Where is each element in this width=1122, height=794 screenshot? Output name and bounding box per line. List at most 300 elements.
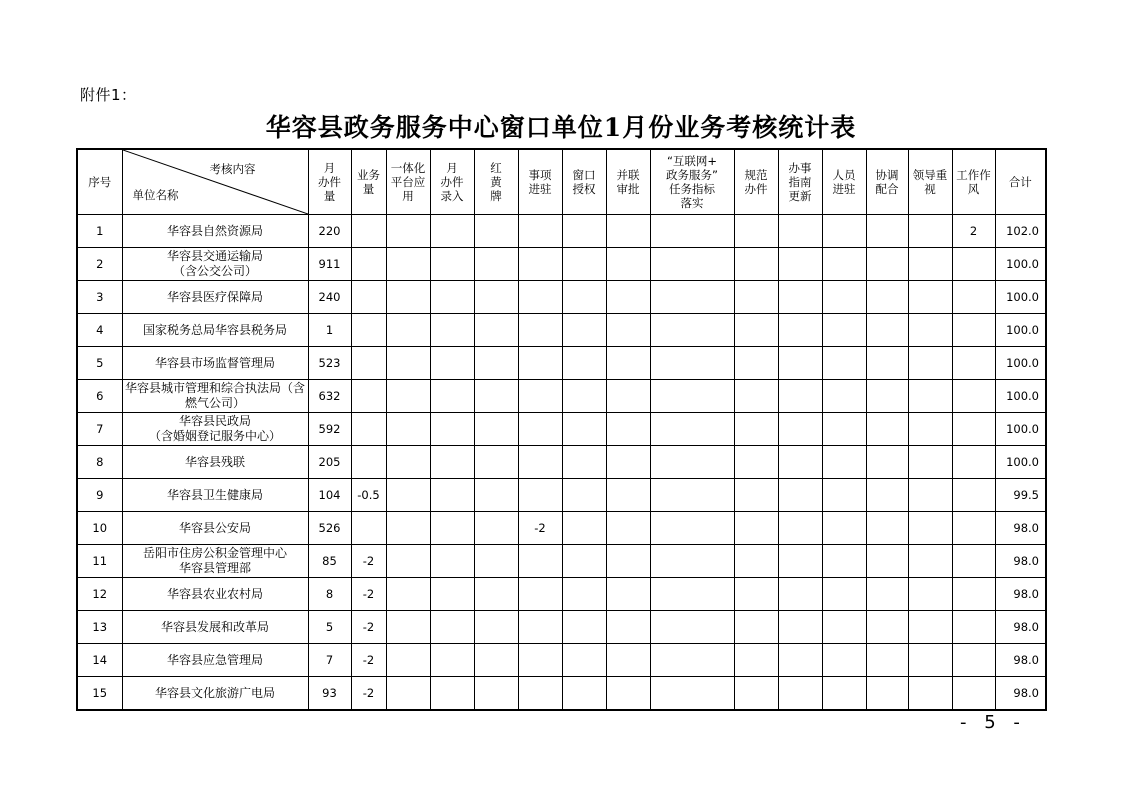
table-row bbox=[77, 347, 1046, 380]
row-score-cell bbox=[386, 545, 430, 578]
row-score-cell bbox=[430, 314, 474, 347]
row-score-cell bbox=[866, 413, 908, 446]
row-score-cell bbox=[518, 611, 562, 644]
row-score-cell bbox=[952, 512, 995, 545]
row-score-cell bbox=[866, 347, 908, 380]
table-row bbox=[77, 281, 1046, 314]
row-score-cell bbox=[430, 347, 474, 380]
table-row bbox=[77, 413, 1046, 446]
row-score-cell bbox=[866, 479, 908, 512]
row-total: 102.0 bbox=[995, 215, 1046, 248]
row-score-cell bbox=[866, 644, 908, 677]
table-header bbox=[77, 149, 1046, 215]
row-score-cell bbox=[386, 248, 430, 281]
row-serial: 11 bbox=[77, 545, 122, 578]
row-score-cell bbox=[474, 644, 518, 677]
row-total: 98.0 bbox=[995, 512, 1046, 545]
row-score-cell bbox=[562, 314, 606, 347]
row-score-cell bbox=[908, 545, 952, 578]
row-score-cell bbox=[866, 677, 908, 711]
header-unit-name: 单位名称 bbox=[132, 188, 179, 202]
row-score-cell bbox=[562, 446, 606, 479]
row-score-cell bbox=[908, 479, 952, 512]
row-score-cell bbox=[518, 413, 562, 446]
row-serial: 13 bbox=[77, 611, 122, 644]
row-total: 100.0 bbox=[995, 446, 1046, 479]
row-score-cell bbox=[606, 611, 650, 644]
row-unit-name: 华容县自然资源局 bbox=[122, 215, 308, 248]
row-score-cell bbox=[606, 281, 650, 314]
row-score-cell bbox=[908, 677, 952, 711]
row-score-cell: 1 bbox=[308, 314, 351, 347]
row-score-cell bbox=[822, 380, 866, 413]
row-score-cell bbox=[351, 215, 386, 248]
header-column: 协调 配合 bbox=[866, 149, 908, 215]
row-score-cell bbox=[952, 545, 995, 578]
row-score-cell: 104 bbox=[308, 479, 351, 512]
row-score-cell bbox=[386, 314, 430, 347]
row-score-cell bbox=[650, 545, 734, 578]
row-score-cell bbox=[650, 446, 734, 479]
row-total: 98.0 bbox=[995, 644, 1046, 677]
row-unit-name: 华容县发展和改革局 bbox=[122, 611, 308, 644]
table-row bbox=[77, 314, 1046, 347]
row-score-cell bbox=[908, 644, 952, 677]
row-score-cell bbox=[386, 677, 430, 711]
row-score-cell bbox=[606, 347, 650, 380]
row-total: 98.0 bbox=[995, 545, 1046, 578]
header-column: “互联网+ 政务服务” 任务指标 落实 bbox=[650, 149, 734, 215]
row-total: 100.0 bbox=[995, 314, 1046, 347]
row-score-cell bbox=[778, 281, 822, 314]
row-score-cell bbox=[606, 215, 650, 248]
row-unit-name: 华容县市场监督管理局 bbox=[122, 347, 308, 380]
row-unit-name: 华容县公安局 bbox=[122, 512, 308, 545]
row-score-cell bbox=[650, 578, 734, 611]
diagonal-line bbox=[123, 150, 308, 214]
row-score-cell bbox=[562, 347, 606, 380]
row-score-cell bbox=[822, 644, 866, 677]
row-score-cell bbox=[778, 380, 822, 413]
row-score-cell bbox=[518, 644, 562, 677]
row-score-cell bbox=[351, 248, 386, 281]
row-score-cell bbox=[430, 512, 474, 545]
row-score-cell bbox=[562, 677, 606, 711]
row-total: 99.5 bbox=[995, 479, 1046, 512]
row-score-cell bbox=[518, 677, 562, 711]
row-serial: 2 bbox=[77, 248, 122, 281]
row-unit-name: 华容县交通运输局 （含公交公司） bbox=[122, 248, 308, 281]
row-score-cell bbox=[562, 578, 606, 611]
row-score-cell bbox=[474, 281, 518, 314]
row-score-cell bbox=[351, 281, 386, 314]
row-score-cell bbox=[562, 413, 606, 446]
row-total: 100.0 bbox=[995, 248, 1046, 281]
header-assessment-content: 考核内容 bbox=[209, 162, 256, 176]
row-score-cell bbox=[606, 479, 650, 512]
header-column: 领导重 视 bbox=[908, 149, 952, 215]
row-score-cell bbox=[474, 314, 518, 347]
row-score-cell: 526 bbox=[308, 512, 351, 545]
row-score-cell bbox=[386, 413, 430, 446]
row-unit-name: 岳阳市住房公积金管理中心 华容县管理部 bbox=[122, 545, 308, 578]
row-score-cell bbox=[562, 611, 606, 644]
row-score-cell bbox=[778, 611, 822, 644]
row-unit-name: 华容县民政局 （含婚姻登记服务中心） bbox=[122, 413, 308, 446]
row-score-cell bbox=[908, 578, 952, 611]
row-score-cell bbox=[518, 380, 562, 413]
row-score-cell bbox=[562, 644, 606, 677]
row-score-cell: 205 bbox=[308, 446, 351, 479]
row-score-cell bbox=[386, 281, 430, 314]
row-score-cell: -0.5 bbox=[351, 479, 386, 512]
row-score-cell bbox=[386, 347, 430, 380]
row-score-cell bbox=[952, 314, 995, 347]
row-score-cell: -2 bbox=[351, 611, 386, 644]
row-score-cell bbox=[386, 512, 430, 545]
row-score-cell: 240 bbox=[308, 281, 351, 314]
row-score-cell bbox=[908, 248, 952, 281]
row-total: 98.0 bbox=[995, 578, 1046, 611]
row-score-cell bbox=[474, 611, 518, 644]
table-row bbox=[77, 545, 1046, 578]
row-score-cell bbox=[866, 611, 908, 644]
table-row bbox=[77, 578, 1046, 611]
row-score-cell bbox=[822, 611, 866, 644]
row-score-cell bbox=[734, 413, 778, 446]
row-score-cell bbox=[866, 314, 908, 347]
row-score-cell bbox=[474, 545, 518, 578]
row-score-cell bbox=[908, 281, 952, 314]
row-score-cell: 7 bbox=[308, 644, 351, 677]
row-score-cell bbox=[734, 380, 778, 413]
row-score-cell bbox=[518, 446, 562, 479]
table-row bbox=[77, 248, 1046, 281]
row-score-cell bbox=[952, 644, 995, 677]
row-score-cell bbox=[562, 248, 606, 281]
row-score-cell bbox=[606, 512, 650, 545]
row-score-cell bbox=[866, 380, 908, 413]
row-score-cell bbox=[952, 281, 995, 314]
row-score-cell bbox=[734, 512, 778, 545]
row-score-cell bbox=[430, 479, 474, 512]
row-score-cell bbox=[386, 578, 430, 611]
row-score-cell bbox=[952, 611, 995, 644]
row-score-cell bbox=[562, 479, 606, 512]
row-score-cell bbox=[518, 314, 562, 347]
row-score-cell bbox=[518, 479, 562, 512]
row-score-cell bbox=[351, 446, 386, 479]
header-column: 规范 办件 bbox=[734, 149, 778, 215]
row-score-cell bbox=[606, 677, 650, 711]
row-score-cell bbox=[351, 413, 386, 446]
row-score-cell bbox=[734, 578, 778, 611]
row-total: 100.0 bbox=[995, 281, 1046, 314]
annex-label: 附件1： bbox=[80, 86, 137, 104]
row-score-cell bbox=[778, 578, 822, 611]
header-column: 窗口 授权 bbox=[562, 149, 606, 215]
row-unit-name: 华容县农业农村局 bbox=[122, 578, 308, 611]
row-total: 98.0 bbox=[995, 611, 1046, 644]
row-score-cell bbox=[778, 248, 822, 281]
row-score-cell bbox=[908, 215, 952, 248]
row-score-cell bbox=[822, 413, 866, 446]
row-score-cell bbox=[778, 413, 822, 446]
row-serial: 14 bbox=[77, 644, 122, 677]
row-score-cell bbox=[562, 512, 606, 545]
row-serial: 1 bbox=[77, 215, 122, 248]
header-column: 合计 bbox=[995, 149, 1046, 215]
row-score-cell bbox=[908, 380, 952, 413]
row-unit-name: 国家税务总局华容县税务局 bbox=[122, 314, 308, 347]
row-score-cell bbox=[430, 215, 474, 248]
row-score-cell bbox=[866, 215, 908, 248]
row-score-cell bbox=[474, 215, 518, 248]
row-score-cell bbox=[952, 248, 995, 281]
row-score-cell bbox=[474, 512, 518, 545]
row-score-cell bbox=[650, 677, 734, 711]
row-score-cell bbox=[822, 446, 866, 479]
row-score-cell bbox=[734, 479, 778, 512]
row-score-cell bbox=[734, 644, 778, 677]
row-unit-name: 华容县应急管理局 bbox=[122, 644, 308, 677]
row-score-cell bbox=[822, 578, 866, 611]
row-serial: 4 bbox=[77, 314, 122, 347]
row-score-cell: 592 bbox=[308, 413, 351, 446]
row-score-cell bbox=[562, 281, 606, 314]
row-score-cell bbox=[778, 347, 822, 380]
row-unit-name: 华容县卫生健康局 bbox=[122, 479, 308, 512]
header-column: 办事 指南 更新 bbox=[778, 149, 822, 215]
row-score-cell bbox=[430, 644, 474, 677]
row-score-cell bbox=[952, 413, 995, 446]
row-score-cell bbox=[952, 380, 995, 413]
row-score-cell bbox=[518, 281, 562, 314]
table-row bbox=[77, 611, 1046, 644]
row-score-cell bbox=[430, 413, 474, 446]
row-score-cell bbox=[822, 281, 866, 314]
row-score-cell bbox=[866, 578, 908, 611]
row-score-cell bbox=[734, 248, 778, 281]
row-score-cell bbox=[908, 413, 952, 446]
row-serial: 15 bbox=[77, 677, 122, 711]
table-body bbox=[77, 215, 1046, 711]
row-score-cell bbox=[908, 512, 952, 545]
table-row bbox=[77, 644, 1046, 677]
row-score-cell bbox=[952, 347, 995, 380]
row-score-cell bbox=[650, 611, 734, 644]
row-score-cell: -2 bbox=[518, 512, 562, 545]
row-score-cell: 8 bbox=[308, 578, 351, 611]
row-score-cell bbox=[822, 545, 866, 578]
row-score-cell bbox=[822, 215, 866, 248]
row-score-cell bbox=[778, 479, 822, 512]
table-row bbox=[77, 446, 1046, 479]
row-score-cell bbox=[952, 479, 995, 512]
row-score-cell bbox=[430, 446, 474, 479]
row-score-cell bbox=[866, 281, 908, 314]
row-score-cell bbox=[562, 215, 606, 248]
row-score-cell bbox=[650, 413, 734, 446]
row-serial: 7 bbox=[77, 413, 122, 446]
row-score-cell: 5 bbox=[308, 611, 351, 644]
row-score-cell bbox=[606, 380, 650, 413]
header-column: 红 黄 牌 bbox=[474, 149, 518, 215]
row-score-cell bbox=[430, 677, 474, 711]
header-column: 一体化 平台应 用 bbox=[386, 149, 430, 215]
row-score-cell bbox=[606, 314, 650, 347]
row-score-cell bbox=[650, 248, 734, 281]
row-score-cell bbox=[430, 611, 474, 644]
row-score-cell bbox=[778, 545, 822, 578]
table-row bbox=[77, 479, 1046, 512]
row-serial: 8 bbox=[77, 446, 122, 479]
header-serial: 序号 bbox=[77, 149, 122, 215]
row-score-cell bbox=[650, 347, 734, 380]
row-score-cell: 632 bbox=[308, 380, 351, 413]
row-score-cell bbox=[822, 314, 866, 347]
row-serial: 6 bbox=[77, 380, 122, 413]
row-score-cell bbox=[386, 380, 430, 413]
row-score-cell bbox=[386, 611, 430, 644]
row-score-cell bbox=[778, 644, 822, 677]
row-score-cell bbox=[474, 446, 518, 479]
header-row bbox=[77, 149, 1046, 215]
row-score-cell bbox=[908, 314, 952, 347]
row-score-cell: -2 bbox=[351, 644, 386, 677]
row-serial: 9 bbox=[77, 479, 122, 512]
row-serial: 12 bbox=[77, 578, 122, 611]
row-score-cell bbox=[734, 611, 778, 644]
row-score-cell bbox=[351, 347, 386, 380]
row-score-cell bbox=[606, 248, 650, 281]
row-score-cell: -2 bbox=[351, 677, 386, 711]
row-score-cell bbox=[650, 512, 734, 545]
header-column: 工作作 风 bbox=[952, 149, 995, 215]
row-total: 98.0 bbox=[995, 677, 1046, 711]
row-score-cell bbox=[952, 446, 995, 479]
row-score-cell bbox=[822, 512, 866, 545]
row-score-cell bbox=[650, 479, 734, 512]
row-score-cell bbox=[606, 578, 650, 611]
row-score-cell bbox=[734, 281, 778, 314]
row-score-cell bbox=[734, 215, 778, 248]
row-score-cell: 2 bbox=[952, 215, 995, 248]
row-unit-name: 华容县城市管理和综合执法局（含 燃气公司） bbox=[122, 380, 308, 413]
row-score-cell bbox=[778, 512, 822, 545]
row-total: 100.0 bbox=[995, 347, 1046, 380]
row-score-cell: -2 bbox=[351, 545, 386, 578]
row-score-cell bbox=[822, 479, 866, 512]
row-score-cell bbox=[650, 281, 734, 314]
row-score-cell bbox=[778, 314, 822, 347]
row-score-cell bbox=[734, 347, 778, 380]
row-score-cell bbox=[351, 380, 386, 413]
row-score-cell bbox=[430, 545, 474, 578]
row-score-cell bbox=[606, 644, 650, 677]
page-title: 华容县政务服务中心窗口单位1月份业务考核统计表 bbox=[265, 113, 857, 142]
row-score-cell bbox=[606, 413, 650, 446]
row-score-cell bbox=[562, 380, 606, 413]
row-unit-name: 华容县医疗保障局 bbox=[122, 281, 308, 314]
row-score-cell bbox=[474, 380, 518, 413]
row-score-cell bbox=[351, 512, 386, 545]
row-score-cell bbox=[866, 248, 908, 281]
row-score-cell: 220 bbox=[308, 215, 351, 248]
row-score-cell bbox=[386, 215, 430, 248]
header-column: 月 办件 量 bbox=[308, 149, 351, 215]
row-score-cell bbox=[518, 248, 562, 281]
row-score-cell bbox=[734, 677, 778, 711]
row-score-cell bbox=[866, 545, 908, 578]
row-score-cell bbox=[908, 347, 952, 380]
row-score-cell bbox=[474, 413, 518, 446]
row-serial: 3 bbox=[77, 281, 122, 314]
row-total: 100.0 bbox=[995, 413, 1046, 446]
page-number: - 5 - bbox=[960, 712, 1026, 733]
row-serial: 10 bbox=[77, 512, 122, 545]
table-row bbox=[77, 380, 1046, 413]
row-score-cell bbox=[650, 215, 734, 248]
header-column: 人员 进驻 bbox=[822, 149, 866, 215]
row-score-cell: -2 bbox=[351, 578, 386, 611]
row-serial: 5 bbox=[77, 347, 122, 380]
row-score-cell bbox=[866, 446, 908, 479]
row-score-cell bbox=[778, 677, 822, 711]
row-score-cell: 523 bbox=[308, 347, 351, 380]
row-score-cell bbox=[952, 578, 995, 611]
row-unit-name: 华容县文化旅游广电局 bbox=[122, 677, 308, 711]
row-score-cell: 93 bbox=[308, 677, 351, 711]
row-score-cell bbox=[734, 314, 778, 347]
row-score-cell bbox=[734, 446, 778, 479]
row-score-cell bbox=[822, 677, 866, 711]
row-score-cell bbox=[606, 545, 650, 578]
row-score-cell bbox=[778, 446, 822, 479]
row-score-cell: 911 bbox=[308, 248, 351, 281]
row-score-cell bbox=[778, 215, 822, 248]
row-score-cell bbox=[474, 248, 518, 281]
row-score-cell bbox=[650, 314, 734, 347]
row-score-cell: 85 bbox=[308, 545, 351, 578]
row-score-cell bbox=[386, 446, 430, 479]
row-score-cell bbox=[430, 578, 474, 611]
row-unit-name: 华容县残联 bbox=[122, 446, 308, 479]
row-score-cell bbox=[474, 347, 518, 380]
row-score-cell bbox=[386, 644, 430, 677]
header-column: 并联 审批 bbox=[606, 149, 650, 215]
row-score-cell bbox=[351, 314, 386, 347]
table-row bbox=[77, 677, 1046, 711]
row-score-cell bbox=[430, 248, 474, 281]
row-score-cell bbox=[908, 611, 952, 644]
row-score-cell bbox=[518, 215, 562, 248]
row-score-cell bbox=[650, 380, 734, 413]
statistics-table bbox=[76, 148, 1047, 711]
row-total: 100.0 bbox=[995, 380, 1046, 413]
row-score-cell bbox=[562, 545, 606, 578]
row-score-cell bbox=[952, 677, 995, 711]
table-row bbox=[77, 512, 1046, 545]
header-column: 事项 进驻 bbox=[518, 149, 562, 215]
row-score-cell bbox=[822, 248, 866, 281]
row-score-cell bbox=[474, 479, 518, 512]
row-score-cell bbox=[430, 380, 474, 413]
row-score-cell bbox=[518, 347, 562, 380]
row-score-cell bbox=[518, 578, 562, 611]
header-column: 月 办件 录入 bbox=[430, 149, 474, 215]
row-score-cell bbox=[430, 281, 474, 314]
